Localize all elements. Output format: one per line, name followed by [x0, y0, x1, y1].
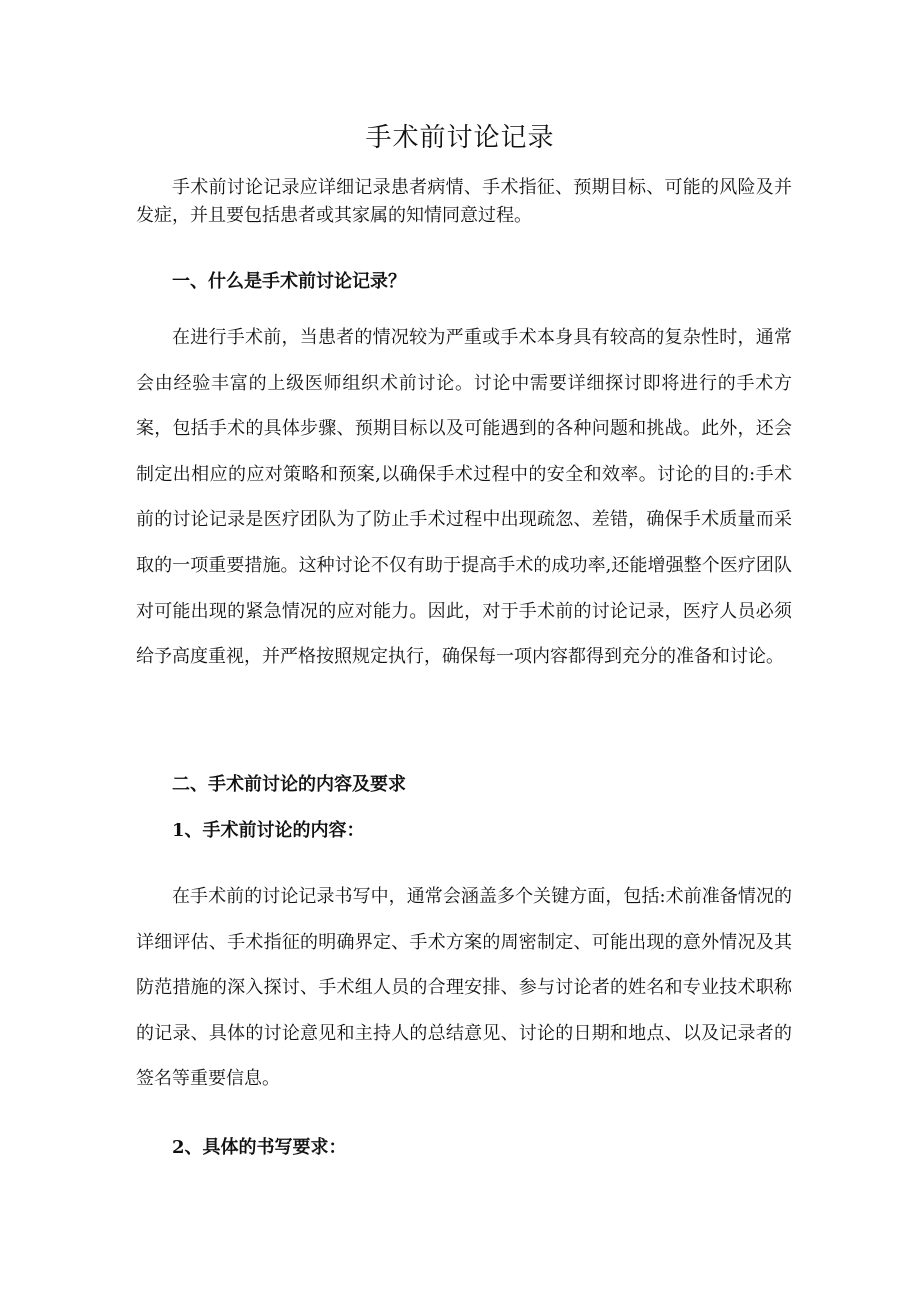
section-2-heading: 二、手术前讨论的内容及要求 — [172, 774, 406, 795]
page-title: 手术前讨论记录 — [365, 123, 555, 153]
subsection-1-heading: 1、手术前讨论的内容： — [172, 820, 365, 841]
section-1-heading: 一、什么是手术前讨论记录？ — [172, 271, 406, 292]
intro-paragraph: 手术前讨论记录应详细记录患者病情、手术指征、预期目标、可能的风险及并发症，并且要包括患者或其家属的知情同意过程。 — [136, 177, 792, 226]
section-1-body: 在进行手术前，当患者的情况较为严重或手术本身具有较高的复杂性时，通常会由经验丰富的上级医师组织术前讨论。讨论中需要详细探讨即将进行的手术方案，包括手术的具体步骤、预期目标以及可能遇到的各种问题和挑战。此外，还会制定出相应的应对策略和预案,以确保手术过程中的安全和效率。讨论的目的:手术前的讨论记录是医疗团队为了防止手术过程中出现疏忽、差错，确保手术质量而采取的一项重要措施。这种讨论不仅有助于提高手术的成功率,还能增强整个医疗团队对可能出现的紧急情况的应对能力。因此，对于手术前的讨论记录，医疗人员必须给予高度重视，并严格按照规定执行，确保每一项内容都得到充分的准备和讨论。 — [136, 327, 792, 668]
subsection-2-heading: 2、具体的书写要求： — [172, 1137, 347, 1158]
subsection-1-body: 在手术前的讨论记录书写中，通常会涵盖多个关键方面，包括:术前准备情况的详细评估、手术指征的明确界定、手术方案的周密制定、可能出现的意外情况及其防范措施的深入探讨、手术组人员的合理安排、参与讨论者的姓名和专业技术职称的记录、具体的讨论意见和主持人的总结意见、讨论的日期和地点、以及记录者的签名等重要信息。 — [136, 886, 792, 1090]
